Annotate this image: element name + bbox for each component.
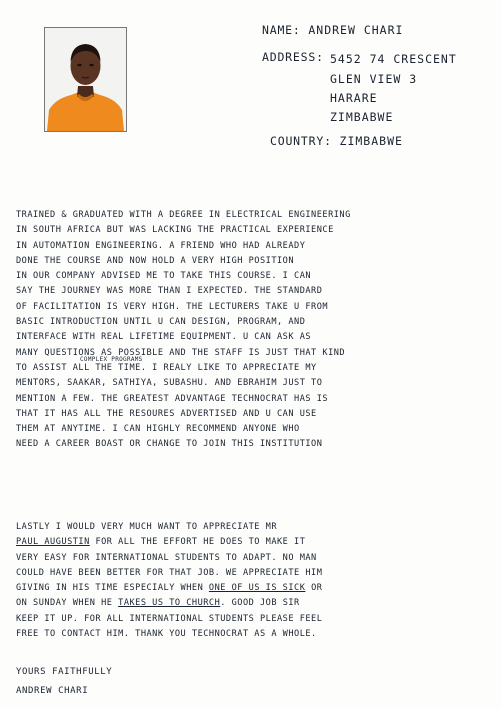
address-line-1: 5452 74 CRESCENT (330, 52, 457, 66)
paragraph-1-line: SAY THE JOURNEY WAS MORE THAN I EXPECTED. THE STANDARD (16, 286, 323, 297)
paragraph-2-line: KEEP IT UP. FOR ALL INTERNATIONAL STUDENTS PLEASE FEEL (16, 613, 323, 624)
paragraph-1-line: MENTORS, SAAKAR, SATHIYA, SUBASHU. AND EBRAHIM JUST TO (16, 378, 323, 389)
passport-photo (44, 27, 127, 132)
paragraph-1-line: IN SOUTH AFRICA BUT WAS LACKING THE PRACTICAL EXPERIENCE (16, 225, 334, 236)
paragraph-1-line: TRAINED & GRADUATED WITH A DEGREE IN ELECTRICAL ENGINEERING (16, 210, 351, 220)
paragraph-2-line: VERY EASY FOR INTERNATIONAL STUDENTS TO ADAPT. NO MAN (16, 552, 317, 563)
paragraph-2-line: COULD HAVE BEEN BETTER FOR THAT JOB. WE APPRECIATE HIM (16, 567, 323, 578)
paragraph-1-line: MENTION A FEW. THE GREATEST ADVANTAGE TECHNOCRAT HAS IS (16, 393, 329, 404)
paragraph-1-line: DONE THE COURSE AND NOW HOLD A VERY HIGH POSITION (16, 255, 295, 266)
paragraph-1-line: MANY QUESTIONS AS POSSIBLE AND THE STAFF IS JUST THAT KIND (16, 347, 346, 358)
paragraph-2-line: LASTLY I WOULD VERY MUCH WANT TO APPRECIATE MR (16, 522, 277, 532)
paragraph-1-line: INTERFACE WITH REAL LIFETIME EQUIPMENT. U CAN ASK AS (16, 332, 312, 343)
country-value: ZIMBABWE (339, 134, 403, 148)
name-value: ANDREW CHARI (308, 23, 404, 37)
country-row (270, 135, 403, 148)
country-label: COUNTRY: (270, 134, 332, 148)
person-photo-icon (45, 28, 126, 131)
paragraph-1-line: BASIC INTRODUCTION UNTIL U CAN DESIGN, PROGRAM, AND (16, 317, 306, 328)
testimonial-paragraph-1 (16, 208, 494, 453)
paragraph-1-line: THAT IT HAS ALL THE RESOURES ADVERTISED AND U CAN USE (16, 408, 317, 419)
paragraph-1-line: TO ASSIST ALL THE TIME. I REALY LIKE TO APPRECIATE MY (16, 362, 317, 373)
closing-salutation: YOURS FAITHFULLY (16, 667, 113, 677)
address-line-3: HARARE (330, 91, 378, 105)
paragraph-2-line: ON SUNDAY WHEN HE TAKES US TO CHURCH. GOOD JOB SIR (16, 598, 300, 609)
address-line-2: GLEN VIEW 3 (330, 72, 418, 86)
address-label: ADDRESS: (262, 50, 324, 64)
paragraph-1-line: THEM AT ANYTIME. I CAN HIGHLY RECOMMEND ANYONE WHO (16, 424, 300, 435)
address-line-4: ZIMBABWE (330, 110, 394, 124)
paragraph-1-line: OF FACILITATION IS VERY HIGH. THE LECTURERS TAKE U FROM (16, 301, 329, 312)
mentor-name-underlined: PAUL AUGUSTIN (16, 537, 90, 548)
handwritten-insertion: COMPLEX PROGRAMS (80, 356, 143, 363)
paragraph-2-line: PAUL AUGUSTIN FOR ALL THE EFFORT HE DOES TO MAKE IT (16, 537, 306, 548)
testimonial-paragraph-2 (16, 520, 494, 642)
name-row (262, 24, 403, 37)
paragraph-1-line: IN AUTOMATION ENGINEERING. A FRIEND WHO HAD ALREADY (16, 240, 306, 251)
underlined-phrase: ONE OF US IS SICK (208, 583, 306, 594)
paragraph-1-line: IN OUR COMPANY ADVISED ME TO TAKE THIS COURSE. I CAN (16, 271, 312, 282)
signature: ANDREW CHARI (16, 686, 89, 696)
paragraph-1-line: NEED A CAREER BOAST OR CHANGE TO JOIN THIS INSTITUTION (16, 439, 323, 450)
paragraph-2-line: FREE TO CONTACT HIM. THANK YOU TECHNOCRAT AS A WHOLE. (16, 629, 317, 640)
underlined-phrase: TAKES US TO CHURCH (118, 598, 221, 609)
paragraph-2-line: GIVING IN HIS TIME ESPECIALY WHEN ONE OF US IS SICK OR (16, 583, 323, 594)
name-label: NAME: (262, 23, 301, 37)
